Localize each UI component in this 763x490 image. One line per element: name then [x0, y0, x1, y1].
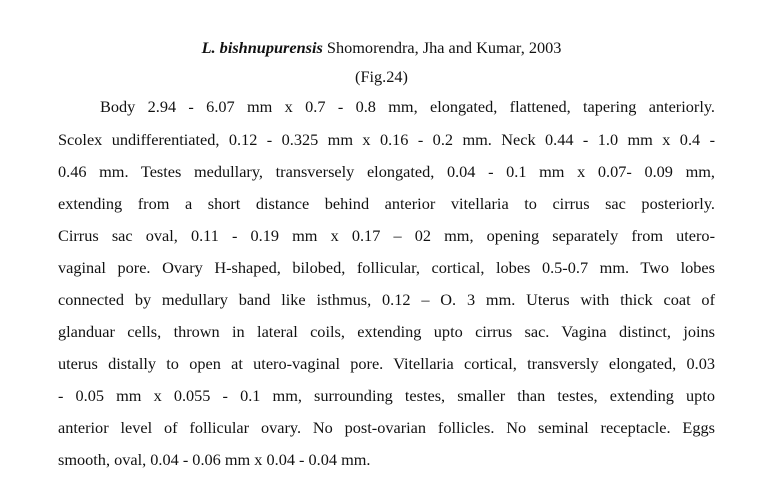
body-line: extending from a short distance behind anterior vitellaria to cirrus sac posteriorly. — [58, 194, 715, 213]
body-line: Body 2.94 - 6.07 mm x 0.7 - 0.8 mm, elongated, flattened, tapering anteriorly. — [100, 97, 715, 116]
figure-reference: (Fig.24) — [355, 67, 408, 86]
body-line: - 0.05 mm x 0.055 - 0.1 mm, surrounding testes, smaller than testes, extending upto — [58, 386, 715, 405]
body-line: glanduar cells, thrown in lateral coils, extending upto cirrus sac. Vagina distinct, joins — [58, 322, 715, 341]
body-line: vaginal pore. Ovary H-shaped, bilobed, follicular, cortical, lobes 0.5-0.7 mm. Two lobes — [58, 258, 715, 277]
body-line: connected by medullary band like isthmus, 0.12 – O. 3 mm. Uterus with thick coat of — [58, 290, 715, 309]
body-line: 0.46 mm. Testes medullary, transversely elongated, 0.04 - 0.1 mm x 0.07- 0.09 mm, — [58, 162, 715, 181]
species-name: L. bishnupurensis — [201, 38, 323, 57]
species-authority: Shomorendra, Jha and Kumar, 2003 — [322, 38, 562, 57]
body-line: Cirrus sac oval, 0.11 - 0.19 mm x 0.17 – 02 mm, opening separately from utero- — [58, 226, 715, 245]
body-line: anterior level of follicular ovary. No post-ovarian follicles. No seminal receptacle. Eggs — [58, 418, 715, 437]
body-line: Scolex undifferentiated, 0.12 - 0.325 mm x 0.16 - 0.2 mm. Neck 0.44 - 1.0 mm x 0.4 - — [58, 130, 715, 149]
body-line: uterus distally to open at utero-vaginal pore. Vitellaria cortical, transversly elongated, 0.03 — [58, 354, 715, 373]
body-line: smooth, oval, 0.04 - 0.06 mm x 0.04 - 0.04 mm. — [58, 450, 371, 469]
species-heading — [0, 38, 763, 58]
